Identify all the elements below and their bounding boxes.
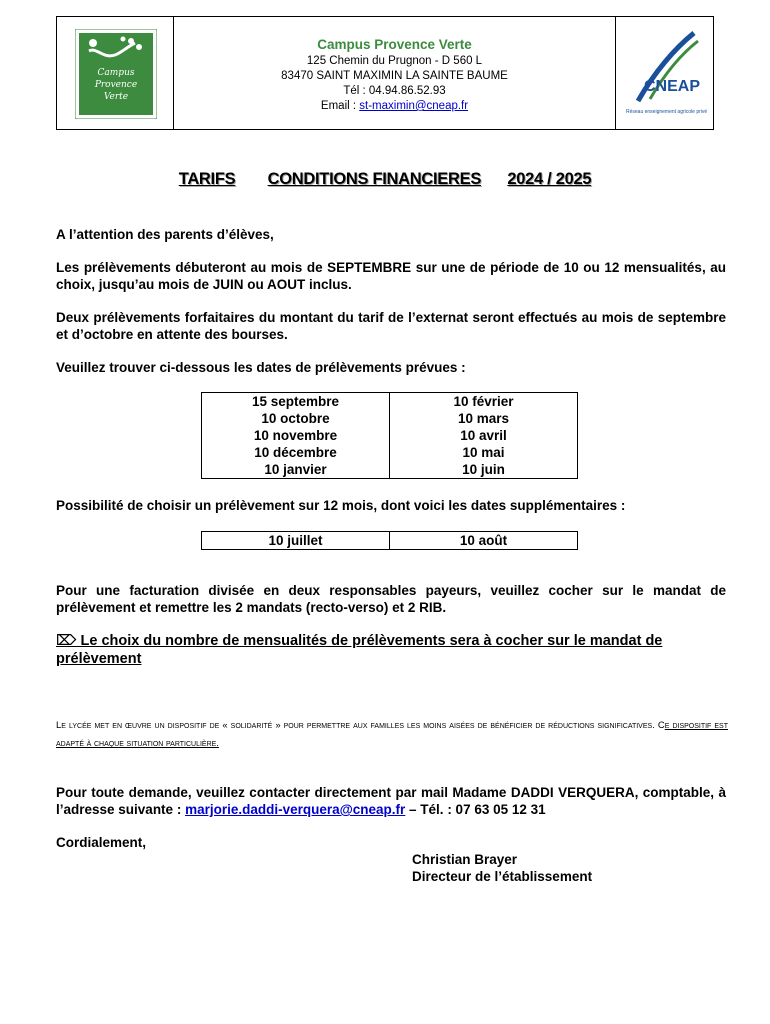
paragraph-two-payers: Pour une facturation divisée en deux responsables payeurs, veuillez cocher sur le mandat de prélèvement et remettre les 2 mandats (recto-verso) et 2 RIB. <box>56 583 726 615</box>
table-cell: 10 octobre <box>202 410 390 427</box>
school-address-block <box>174 37 615 114</box>
table-cell: 10 juillet <box>202 532 390 550</box>
debit-dates-table <box>201 392 578 479</box>
mandate-choice-text: Le choix du nombre de mensualités de prélèvements sera à cocher sur le mandat de prélèvement <box>56 633 663 667</box>
table-cell: 10 novembre <box>202 427 390 444</box>
title-conditions: CONDITIONS FINANCIERES <box>267 170 482 188</box>
table-cell: 10 mai <box>390 444 578 461</box>
table-cell: 10 janvier <box>202 461 390 479</box>
svg-text:Campus: Campus <box>97 68 135 78</box>
table-cell: 10 avril <box>390 427 578 444</box>
table-cell: 10 mars <box>390 410 578 427</box>
title-year: 2024 / 2025 <box>507 170 592 188</box>
paragraph-mandate-choice <box>56 632 726 668</box>
email-label: Email : <box>320 100 360 112</box>
svg-text:CNEAP: CNEAP <box>644 78 701 95</box>
extra-dates-table <box>201 531 578 550</box>
address-line-1: 125 Chemin du Prugnon - D 560 L <box>306 55 483 67</box>
svg-text:Provence: Provence <box>94 80 138 90</box>
table-row <box>202 461 578 479</box>
solidarity-note <box>56 717 728 753</box>
paragraph-12-months: Possibilité de choisir un prélèvement sur 12 mois, dont voici les dates supplémentaires : <box>56 498 626 513</box>
table-cell: 10 août <box>390 532 578 550</box>
greeting: A l’attention des parents d’élèves, <box>56 227 274 242</box>
checkbox-icon: ⌦ <box>56 633 77 649</box>
paragraph-dates-intro: Veuillez trouver ci-dessous les dates de prélèvements prévues : <box>56 360 466 375</box>
document-title <box>0 170 770 189</box>
address-line-2: 83470 SAINT MAXIMIN LA SAINTE BAUME <box>281 70 508 82</box>
solidarity-text-underlined: e dispositif est adapté à chaque situation particulière. <box>56 720 728 749</box>
letterhead <box>56 16 714 130</box>
email-line <box>174 99 615 114</box>
cneap-logo <box>624 29 708 123</box>
table-cell: 15 septembre <box>202 393 390 411</box>
contact-text: Pour toute demande, veuillez contacter directement par mail Madame DADDI VERQUERA, comptable, à l’adresse suivante : <box>56 785 726 817</box>
right-logo-cell <box>615 17 713 129</box>
closing: Cordialement, <box>56 835 147 850</box>
campus-provence-verte-logo <box>75 29 157 119</box>
school-name: Campus Provence Verte <box>317 37 472 52</box>
table-row <box>202 532 578 550</box>
title-tarifs: TARIFS <box>178 170 236 188</box>
contact-email-link[interactable]: marjorie.daddi-verquera@cneap.fr <box>185 802 406 817</box>
phone-line: Tél : 04.94.86.52.93 <box>343 85 446 97</box>
table-cell: 10 décembre <box>202 444 390 461</box>
table-row <box>202 410 578 427</box>
paragraph-flat-fees: Deux prélèvements forfaitaires du montant du tarif de l’externat seront effectués au mois de septembre et d’octobre en attente des bourses. <box>56 310 726 342</box>
svg-text:Verte: Verte <box>103 92 129 102</box>
table-cell: 10 février <box>390 393 578 411</box>
paragraph-start-date: Les prélèvements débuteront au mois de SEPTEMBRE sur une de période de 10 ou 12 mensualités, au choix, jusqu’au mois de JUIN ou AOUT inclus. <box>56 260 726 292</box>
solidarity-text: Le lycée met en œuvre un dispositif de « solidarité » pour permettre aux familles les moins aisées de bénéficier de réductions significatives. C <box>56 720 665 731</box>
contact-phone: – Tél. : 07 63 05 12 31 <box>405 802 546 817</box>
signature-name: Christian Brayer <box>412 852 518 867</box>
table-cell: 10 juin <box>390 461 578 479</box>
table-row <box>202 393 578 411</box>
left-logo-cell <box>57 17 174 129</box>
signature-role: Directeur de l’établissement <box>412 869 593 884</box>
svg-text:Réseau enseignement agricole p: Réseau enseignement agricole privé <box>626 109 708 115</box>
email-link[interactable]: st-maximin@cneap.fr <box>359 100 469 112</box>
table-row <box>202 444 578 461</box>
table-row <box>202 427 578 444</box>
contact-paragraph <box>56 784 726 818</box>
